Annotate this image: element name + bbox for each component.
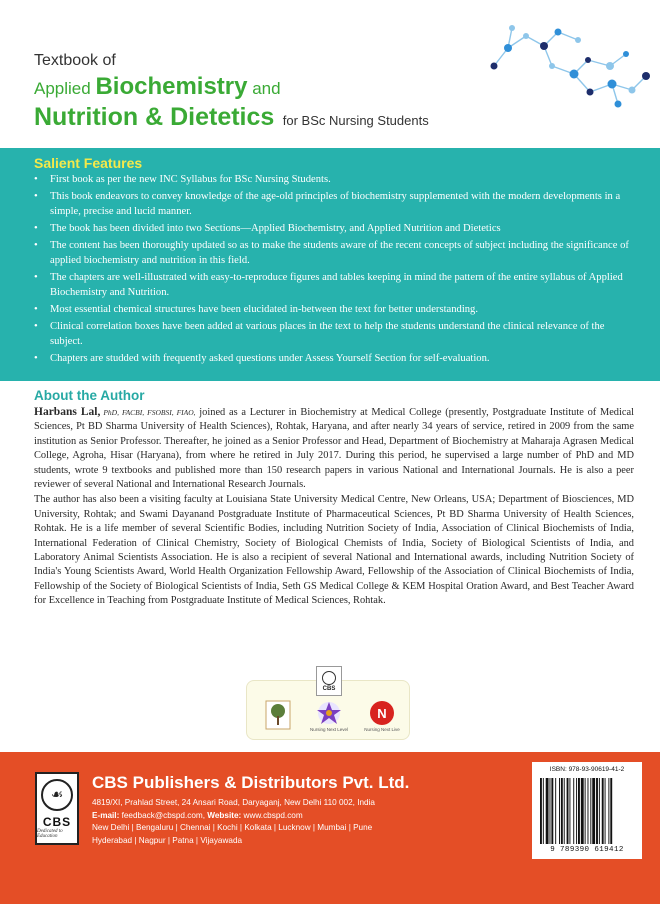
barcode-bar	[569, 778, 570, 844]
publisher-cities-2: Hyderabad | Nagpur | Patna | Vijayawada	[92, 835, 243, 845]
barcode-bar	[555, 778, 556, 844]
barcode-bar	[561, 778, 563, 844]
barcode-bar	[610, 778, 612, 844]
title-and: and	[247, 79, 281, 98]
about-author-title: About the Author	[34, 388, 145, 403]
author-paragraph-2: The author has also been a visiting faculty at Louisiana State University Medical Centre, New Orleans, USA; Department of Biosciences, MD University, Rohtak; and Swami Dayanand Postgraduate Institute of Pharmaceutical Sciences, Pt BD Sharma University of Health Sciences, Rohtak. He is a life member of several Scientific Bodies, including Nutrition Society of India, Association of Clinical Biochemists of India, International Federation of Clinical Chemistry, Society of Biological Chemists of India, Society of Biological Scientists of India, and Laboratory Animal Scientists Association. He is also a recipient of several National and International awards, including Nutrition Society of India's Young Scientists Award, World Health Organization Fellowship Award, Fellowship of the Association of Clinical Biochemists of India, Fellowship of the Society of Biological Scientists of India, Seth GS Medical College & KEM Hospital Oration Award, and Best Teacher Award for Excellence in Teaching from Postgraduate Institute of Medical Sciences, Rohtak.	[34, 494, 634, 607]
title-biochemistry: Biochemistry	[95, 73, 248, 100]
barcode-icon	[540, 778, 634, 844]
feature-item: • Chapters are studded with frequently asked questions under Assess Yourself Section for self-evaluation.	[34, 351, 634, 366]
barcode-bar	[573, 778, 574, 844]
barcode-bar	[599, 778, 600, 844]
publisher-email-web: E-mail: feedback@cbspd.com, Website: www.cbspd.com	[92, 810, 303, 820]
feature-item: • The book has been divided into two Sections—Applied Biochemistry, and Applied Nutrition and Dietetics	[34, 221, 634, 236]
feature-item: • This book endeavors to convey knowledge of the age-old principles of biochemistry supplemented with the modern developments in a simple, precise and lucid manner.	[34, 189, 634, 219]
barcode-bar	[550, 778, 551, 844]
barcode-bar	[602, 778, 604, 844]
imprint-caption: Nursing Next Level	[309, 727, 349, 732]
nursing-next-live-icon	[369, 700, 395, 726]
barcode-bar	[540, 778, 542, 844]
imprint-logo-nursing-next-live	[364, 700, 400, 736]
barcode-bar	[590, 778, 591, 844]
author-paragraph-1	[34, 405, 634, 492]
barcode-bar	[576, 778, 577, 844]
barcode-bar	[588, 778, 589, 844]
publisher-name: CBS Publishers & Distributors Pvt. Ltd.	[92, 773, 410, 792]
author-credentials: PhD, FACBI, FSOBSI, FIAO,	[100, 408, 196, 417]
barcode-bar	[559, 778, 560, 844]
barcode-bar	[543, 778, 544, 844]
barcode-bar	[551, 778, 553, 844]
title-line-3	[34, 103, 429, 132]
publisher-address: 4819/XI, Prahlad Street, 24 Ansari Road, Daryaganj, New Delhi 110 002, India	[92, 798, 375, 807]
salient-features-list	[34, 172, 634, 368]
molecule-graphic-icon	[486, 18, 656, 113]
cbs-imprint-label: CBS	[322, 685, 336, 692]
about-author-section	[34, 388, 634, 609]
publisher-email: feedback@cbspd.com,	[119, 810, 205, 820]
barcode-bar	[546, 778, 549, 844]
isbn-label: ISBN: 978-93-90619-41-2	[549, 766, 625, 773]
isbn-digits: 9 789390 619412	[550, 846, 624, 854]
barcode-bar	[567, 778, 569, 844]
feature-item: • The content has been thoroughly updated so as to make the students aware of the recent concepts of subject including the significance of applied biochemistry and nutrition in this field.	[34, 238, 634, 268]
cbs-emblem-icon	[322, 671, 336, 685]
publisher-emblem-icon: ☙	[41, 779, 73, 811]
publisher-footer	[0, 752, 660, 904]
feature-item: • Most essential chemical structures have been elucidated in-between the text for better understanding.	[34, 302, 634, 317]
tree-icon	[265, 700, 291, 730]
barcode-bar	[581, 778, 584, 844]
title-nutrition: Nutrition & Dietetics	[34, 103, 275, 131]
barcode-bar	[608, 778, 609, 844]
svg-text:N: N	[377, 706, 387, 721]
publisher-contact	[92, 797, 375, 847]
barcode-bar	[585, 778, 586, 844]
publisher-website: www.cbspd.com	[241, 810, 303, 820]
title-audience: for BSc Nursing Students	[282, 113, 429, 128]
feature-item: • Clinical correlation boxes have been added at various places in the text to help the students understand the clinical relevance of the subject.	[34, 319, 634, 349]
imprint-logo-tree	[260, 700, 296, 736]
barcode-bar	[592, 778, 595, 844]
cbs-imprint-logo	[316, 666, 342, 696]
title-applied: Applied	[34, 79, 96, 98]
publisher-cities-1: New Delhi | Bengaluru | Chennai | Kochi | Kolkata | Lucknow | Mumbai | Pune	[92, 823, 373, 833]
imprint-logo-nursing-next-level	[311, 700, 347, 736]
barcode-bar	[605, 778, 606, 844]
barcode-bar	[578, 778, 580, 844]
star-burst-icon	[315, 700, 343, 726]
imprint-caption: Nursing Next Live	[364, 727, 400, 732]
title-line-2	[34, 73, 281, 101]
salient-features-panel	[0, 148, 660, 381]
author-name: Harbans Lal,	[34, 406, 101, 418]
author-paragraph-1-text: joined as a Lecturer in Biochemistry at Medical College (presently, Postgraduate Institute of Medical Sciences, Pt BD Sharma University of Health Sciences), Rohtak, Haryana, and after nearly 34 years of service, retired in 2009 from the same institution as Senior Professor. Thereafter, he joined as a Senior Professor and Head, Department of Biochemistry at Maharaja Agrasen Medical College, Agroha, Hisar (Haryana), from where he retired in July 2017. During this period, he supervised a large number of PhD and MD students, wrote 9 textbooks and published more than 150 research papers in various National and International Journals. He is also a peer reviewer of several National and International Research Journals.	[34, 407, 635, 491]
salient-features-title: Salient Features	[34, 155, 143, 171]
feature-item: • The chapters are well-illustrated with easy-to-reproduce figures and tables keeping in mind the pattern of the entire syllabus of Applied Biochemistry and Nutrition.	[34, 270, 634, 300]
barcode-bar	[564, 778, 565, 844]
title-line-1: Textbook of	[34, 52, 116, 69]
publisher-logo-tagline: Dedicated to Education	[37, 829, 63, 839]
publisher-logo-label: CBS	[42, 815, 72, 829]
feature-item: • First book as per the new INC Syllabus for BSc Nursing Students.	[34, 172, 634, 187]
cover-header	[0, 0, 660, 148]
isbn-box	[532, 762, 642, 859]
barcode-bar	[596, 778, 598, 844]
publisher-logo	[35, 772, 79, 845]
